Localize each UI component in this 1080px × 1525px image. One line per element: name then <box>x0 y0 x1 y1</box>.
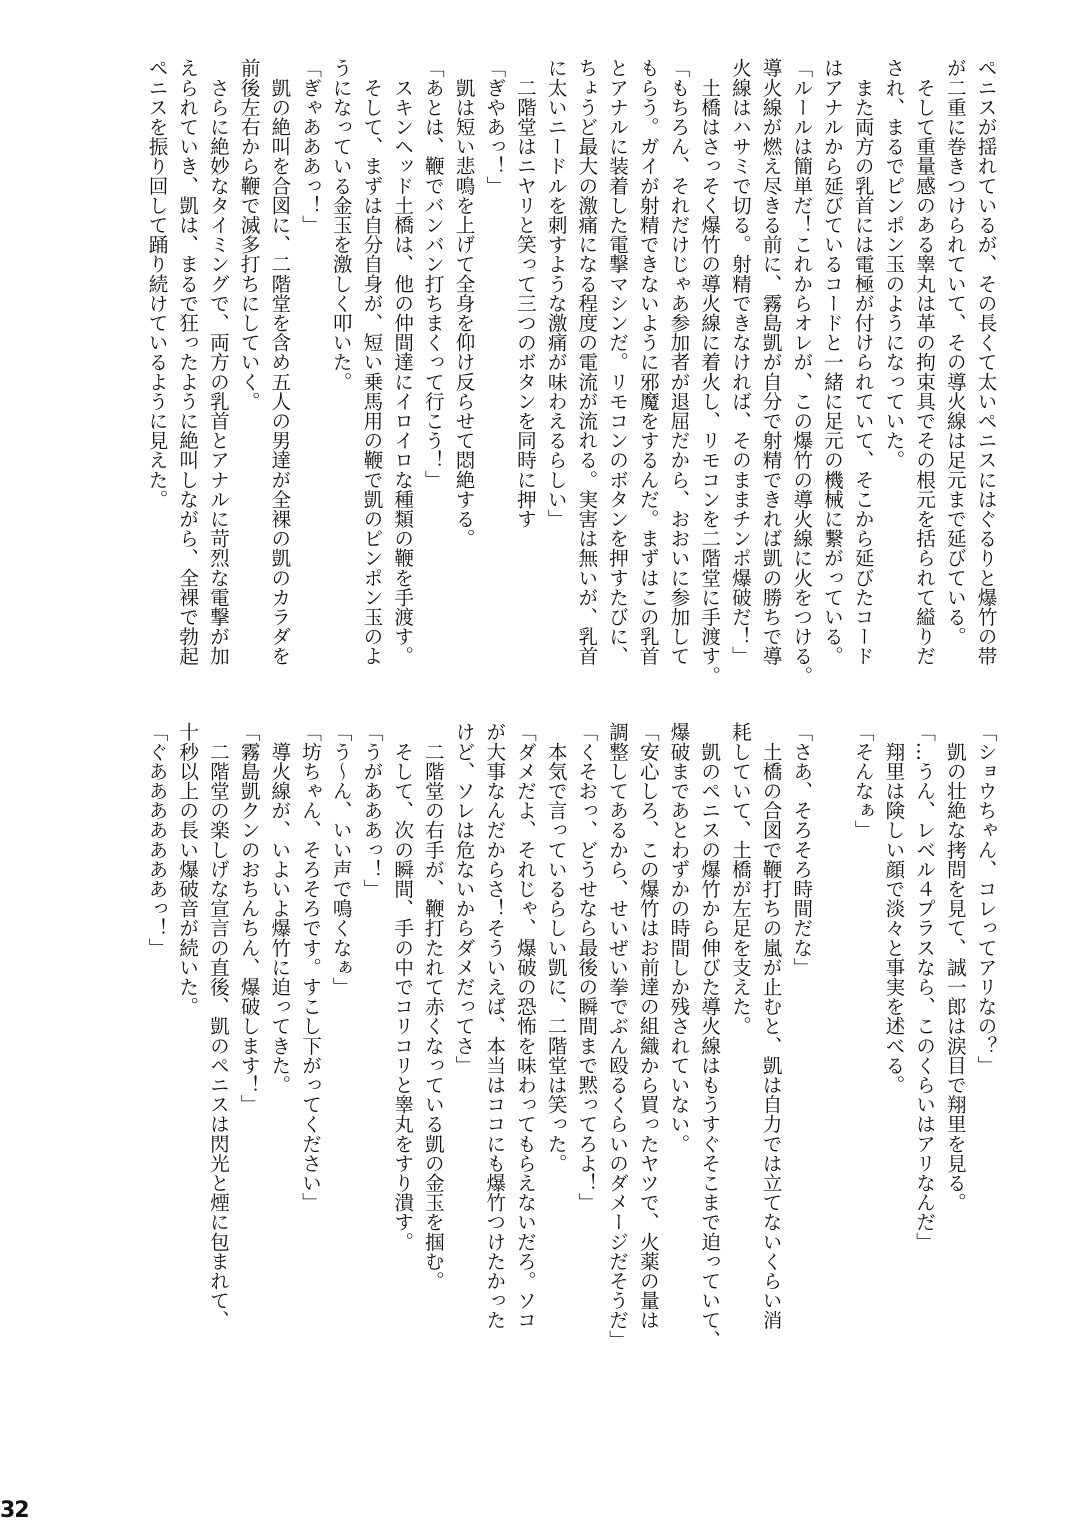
text-column: 「坊ちゃん、そろそろです。すこし下がってください」 <box>298 722 322 1212</box>
text-column: 火線はハサミで切る。射精できなければ、そのままチンポ爆破だ！」 <box>728 58 752 666</box>
text-column: はアナルから延びているコードと一緒に足元の機械に繋がっている。 <box>820 58 844 666</box>
text-column: 「そんなぁ」 <box>851 722 875 840</box>
text-column: 「さあ、そろそろ時間だな」 <box>789 722 813 977</box>
text-column: 土橋はさっそく爆竹の導火線に着火し、リモコンを二階堂に手渡す。 <box>697 58 721 686</box>
text-column: 十秒以上の長い爆破音が続いた。 <box>175 722 199 1016</box>
text-column: 「…うん、レベル４プラスなら、このくらいはアリなんだ」 <box>912 722 936 1252</box>
text-column: 「霧島凱クンのおちんちん、爆破します！」 <box>237 722 261 1114</box>
text-column: 「ぎやあっ！」 <box>482 58 506 196</box>
text-column: もらう。ガイが射精できないように邪魔をするんだ。まずはこの乳首 <box>636 58 660 666</box>
text-column: 凱のペニスの爆竹から伸びた導火線はもうすぐそこまで迫っていて、 <box>697 722 721 1350</box>
text-column: 二階堂の楽しげな宣言の直後、凱のペニスは閃光と煙に包まれて、 <box>206 722 230 1330</box>
text-column: 二階堂の右手が、鞭打たれて赤くなっている凱の金玉を掴む。 <box>421 722 445 1291</box>
text-column: とアナルに装着した電撃マシンだ。リモコンのボタンを押すたびに、 <box>605 58 629 666</box>
text-column: そして重量感のある睾丸は革の拘束具でその根元を括られて縊りだ <box>912 58 936 666</box>
text-column: 「あとは、鞭でバンバン打ちまくって行こう！」 <box>421 58 445 490</box>
text-column: 二階堂はニヤリと笑って三つのボタンを同時に押す <box>513 58 537 529</box>
text-column <box>816 722 847 1412</box>
text-column: ペニスを振り回して踊り続けているように見えた。 <box>145 58 169 509</box>
text-column: 爆破まであとわずかの時間しか残されていない。 <box>666 722 690 1154</box>
text-column: えられていき、凱は、まるで狂ったように絶叫しながら、全裸で勃起 <box>175 58 199 666</box>
text-column: 「ダメだよ、それじゃ、爆破の恐怖を味わってもらえないだろ。ソコ <box>513 722 537 1330</box>
text-column: 「安心しろ、この爆竹はお前達の組織から買ったヤツで、火薬の量は <box>636 722 660 1330</box>
text-block-bottom <box>140 722 1000 1412</box>
text-column: うになっている金玉を激しく叩いた。 <box>329 58 353 392</box>
text-column: そして、次の瞬間、手の中でコリコリと睾丸をすり潰す。 <box>390 722 414 1252</box>
text-column: 導火線が燃え尽きる前に、霧島凱が自分で射精できれば凱の勝ちで導 <box>759 58 783 666</box>
text-column: 導火線が、いよいよ爆竹に迫ってきた。 <box>267 722 291 1095</box>
text-column: 凱の壮絶な拷問を見て、誠一郎は涙目で翔里を見る。 <box>943 722 967 1212</box>
text-column: 「ショウちゃん、コレってアリなの？」 <box>974 722 997 1075</box>
text-column: 「ぐあああああああっ！」 <box>145 722 169 958</box>
text-column: 「うがあああっ！」 <box>359 722 383 899</box>
text-column: 凱は短い悲鳴を上げて全身を仰け反らせて悶絶する。 <box>452 58 476 548</box>
text-column: ペニスが揺れているが、その長くて太いペニスにはぐるりと爆竹の帯 <box>974 58 997 666</box>
text-column: 凱の絶叫を合図に、二階堂を含め五人の男達が全裸の凱のカラダを <box>267 58 291 666</box>
text-column: が二重に巻きつけられていて、その導火線は足元まで延びている。 <box>943 58 967 646</box>
text-column: が大事なんだからさ！そういえば、本当はココにも爆竹つけたかった <box>482 722 506 1330</box>
text-column: 土橋の合図で鞭打ちの嵐が止むと、凱は自力では立てないくらい消 <box>759 722 783 1330</box>
text-column: 「ぎゃあああっ！」 <box>298 58 322 235</box>
text-column: また両方の乳首には電極が付けられていて、そこから延びたコード <box>851 58 875 666</box>
page-number: 32 <box>0 1498 29 1523</box>
text-column: 「くそおっ、どうせなら最後の瞬間まで黙ってろよ！」 <box>574 722 598 1212</box>
text-column: に太いニードルを刺すような激痛が味わえるらしい」 <box>544 58 568 529</box>
text-column: さらに絶妙なタイミングで、両方の乳首とアナルに苛烈な電撃が加 <box>206 58 230 666</box>
text-column: 「ルールは簡単だ！これからオレが、この爆竹の導火線に火をつける。 <box>789 58 813 686</box>
text-block-top <box>140 58 1000 718</box>
text-column: 耗していて、土橋が左足を支えた。 <box>728 722 752 1036</box>
text-column: 翔里は険しい顔で淡々と事実を述べる。 <box>881 722 905 1095</box>
text-column: スキンヘッド土橋は、他の仲間達にイロイロな種類の鞭を手渡す。 <box>390 58 414 666</box>
text-column: ちょうど最大の激痛になる程度の電流が流れる。実害は無いが、乳首 <box>574 58 598 666</box>
text-column: そして、まずは自分自身が、短い乗馬用の鞭で凱のピンポン玉のよ <box>359 58 383 666</box>
text-column: 調整してあるから、せいぜい拳でぶん殴るくらいのダメージだそうだ」 <box>605 722 629 1350</box>
text-column: 本気で言っているらしい凱に、二階堂は笑った。 <box>544 722 568 1173</box>
text-column: 「う〜ん、いい声で鳴くなぁ」 <box>329 722 353 997</box>
text-column: 前後左右から鞭で滅多打ちにしていく。 <box>237 58 261 411</box>
text-column: けど、ソレは危ないからダメだってさ」 <box>452 722 476 1075</box>
text-column: され、まるでピンポン玉のようになっていた。 <box>881 58 905 470</box>
text-column: 「もちろん、それだけじゃあ参加者が退屈だから、おおいに参加して <box>666 58 690 666</box>
